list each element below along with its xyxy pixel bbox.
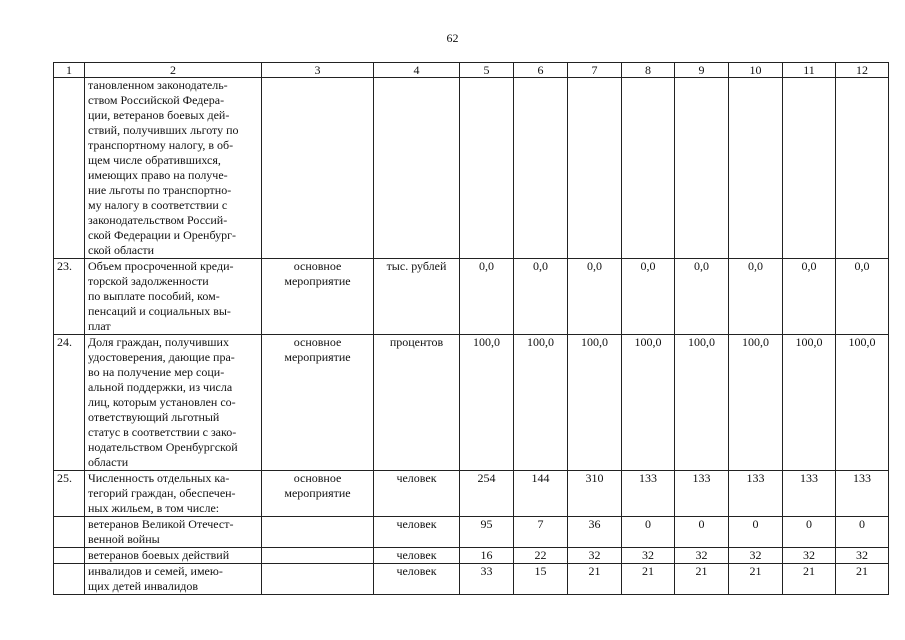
value-cell: 32: [622, 548, 675, 564]
column-number-10: 10: [729, 63, 783, 78]
value-cell: 100,0: [675, 335, 729, 471]
value-cell: 100,0: [783, 335, 836, 471]
value-cell: 32: [568, 548, 622, 564]
table-row: [54, 78, 889, 259]
row-number: [54, 78, 85, 259]
value-cell: [836, 78, 889, 259]
value-cell: 21: [836, 564, 889, 595]
row-number: [54, 517, 85, 548]
column-number-8: 8: [622, 63, 675, 78]
column-number-4: 4: [374, 63, 460, 78]
value-cell: 21: [783, 564, 836, 595]
indicator-type: основное мероприятие: [262, 471, 374, 517]
value-cell: 36: [568, 517, 622, 548]
unit-of-measure: человек: [374, 517, 460, 548]
unit-of-measure: тыс. рублей: [374, 259, 460, 335]
value-cell: 0,0: [568, 259, 622, 335]
value-cell: 254: [460, 471, 514, 517]
table-row: [54, 259, 889, 335]
unit-of-measure: процентов: [374, 335, 460, 471]
indicator-type: основное мероприятие: [262, 259, 374, 335]
value-cell: 100,0: [568, 335, 622, 471]
column-number-9: 9: [675, 63, 729, 78]
value-cell: 7: [514, 517, 568, 548]
value-cell: 100,0: [460, 335, 514, 471]
value-cell: 0,0: [675, 259, 729, 335]
column-number-5: 5: [460, 63, 514, 78]
value-cell: 100,0: [836, 335, 889, 471]
value-cell: 144: [514, 471, 568, 517]
value-cell: 33: [460, 564, 514, 595]
value-cell: 32: [836, 548, 889, 564]
value-cell: 0: [729, 517, 783, 548]
value-cell: 100,0: [729, 335, 783, 471]
table-row: [54, 548, 889, 564]
value-cell: 95: [460, 517, 514, 548]
value-cell: 133: [783, 471, 836, 517]
value-cell: 0,0: [729, 259, 783, 335]
unit-of-measure: [374, 78, 460, 259]
value-cell: 0: [675, 517, 729, 548]
value-cell: 21: [568, 564, 622, 595]
column-number-12: 12: [836, 63, 889, 78]
column-number-7: 7: [568, 63, 622, 78]
value-cell: 0,0: [836, 259, 889, 335]
column-number-1: 1: [54, 63, 85, 78]
indicator-name: Численность отдельных ка- тегорий граждан, обеспечен- ных жильем, в том числе:: [85, 471, 262, 517]
indicator-name: Объем просроченной креди- торской задолженности по выплате пособий, ком- пенсаций и социальных вы- плат: [85, 259, 262, 335]
value-cell: 32: [783, 548, 836, 564]
value-cell: [729, 78, 783, 259]
value-cell: 16: [460, 548, 514, 564]
row-number: 24.: [54, 335, 85, 471]
row-number: [54, 564, 85, 595]
value-cell: [675, 78, 729, 259]
indicator-name: ветеранов Великой Отечест- венной войны: [85, 517, 262, 548]
table-header-row: [54, 63, 889, 78]
indicator-name: Доля граждан, получивших удостоверения, дающие пра- во на получение мер соци- альной поддержки, из числа лиц, которым установлен со- ответствующий льготный статус в соответствии с зако- нодательством Оренбургской области: [85, 335, 262, 471]
value-cell: 133: [675, 471, 729, 517]
value-cell: 0,0: [514, 259, 568, 335]
value-cell: 100,0: [622, 335, 675, 471]
value-cell: 310: [568, 471, 622, 517]
indicator-type: [262, 78, 374, 259]
row-number: 23.: [54, 259, 85, 335]
value-cell: 133: [836, 471, 889, 517]
value-cell: [783, 78, 836, 259]
unit-of-measure: человек: [374, 471, 460, 517]
value-cell: [622, 78, 675, 259]
page-number: 62: [446, 31, 459, 45]
value-cell: 133: [622, 471, 675, 517]
value-cell: 22: [514, 548, 568, 564]
indicator-type: основное мероприятие: [262, 335, 374, 471]
unit-of-measure: человек: [374, 564, 460, 595]
indicator-type: [262, 548, 374, 564]
column-number-11: 11: [783, 63, 836, 78]
value-cell: 133: [729, 471, 783, 517]
value-cell: 0: [783, 517, 836, 548]
row-number: 25.: [54, 471, 85, 517]
table-row: [54, 335, 889, 471]
value-cell: 0: [836, 517, 889, 548]
value-cell: 0,0: [783, 259, 836, 335]
table-row: [54, 517, 889, 548]
table-row: [54, 471, 889, 517]
value-cell: 0,0: [622, 259, 675, 335]
column-number-3: 3: [262, 63, 374, 78]
row-number: [54, 548, 85, 564]
value-cell: 15: [514, 564, 568, 595]
table-row: [54, 564, 889, 595]
indicator-name: тановленном законодатель- ством Российской Федера- ции, ветеранов боевых дей- ствий, получивших льготу по транспортному налогу, в об- щем числе обратившихся, имеющих право на получе- ние льготы по транспортно- му налогу в соответствии с законодательством Россий- ской Федерации и Оренбург- ской области: [85, 78, 262, 259]
value-cell: 21: [729, 564, 783, 595]
indicators-table: [53, 62, 889, 595]
value-cell: 32: [729, 548, 783, 564]
column-number-6: 6: [514, 63, 568, 78]
value-cell: [568, 78, 622, 259]
value-cell: 0: [622, 517, 675, 548]
column-number-2: 2: [85, 63, 262, 78]
value-cell: [514, 78, 568, 259]
indicator-name: ветеранов боевых действий: [85, 548, 262, 564]
value-cell: 21: [622, 564, 675, 595]
value-cell: 100,0: [514, 335, 568, 471]
value-cell: [460, 78, 514, 259]
value-cell: 32: [675, 548, 729, 564]
value-cell: 0,0: [460, 259, 514, 335]
indicator-type: [262, 564, 374, 595]
unit-of-measure: человек: [374, 548, 460, 564]
indicator-type: [262, 517, 374, 548]
value-cell: 21: [675, 564, 729, 595]
indicator-name: инвалидов и семей, имею- щих детей инвалидов: [85, 564, 262, 595]
